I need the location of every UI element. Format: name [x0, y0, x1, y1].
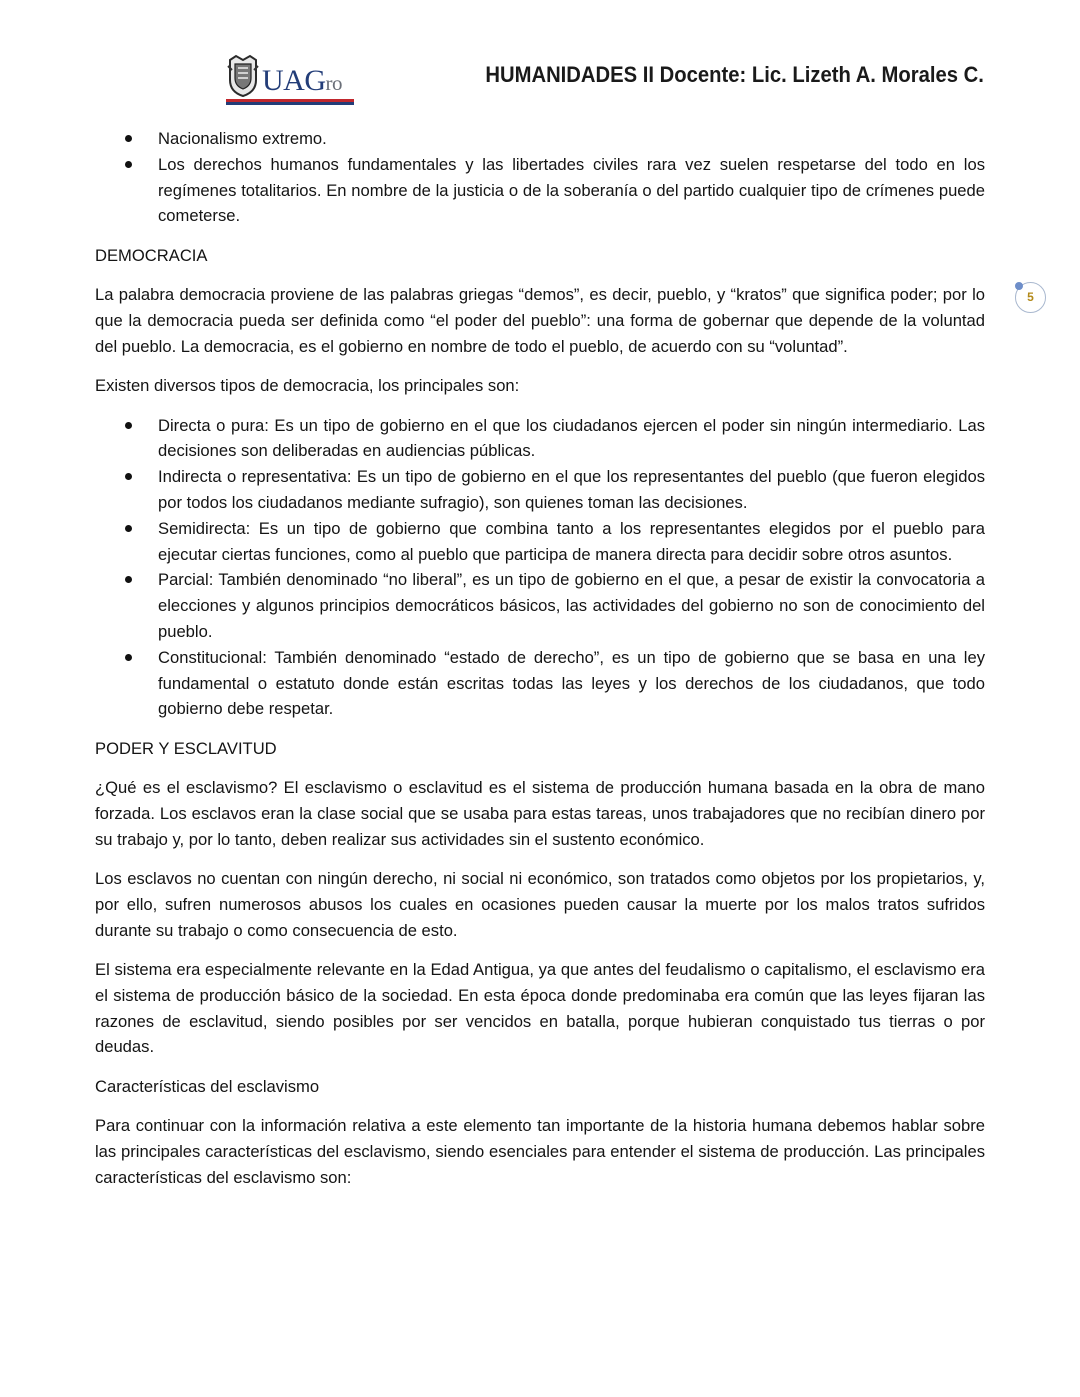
list-item: Directa o pura: Es un tipo de gobierno en el que los ciudadanos ejercen el poder sin ningún intermediario. Las decisiones son deliberadas en audiencias públicas.	[158, 413, 985, 465]
heading-democracia: DEMOCRACIA	[95, 245, 208, 265]
caracteristicas-paragraph-1: Para continuar con la información relativa a este elemento tan importante de la historia humana debemos hablar sobre las principales características del esclavismo, siendo esenciales para entender el sistema de producción. Las principales características del esclavismo son:	[95, 1116, 985, 1187]
uagro-logo	[226, 50, 358, 108]
poder-paragraph-1: ¿Qué es el esclavismo? El esclavismo o esclavitud es el sistema de producción humana basada en la obra de mano forzada. Los esclavos eran la clase social que se usaba para estas tareas, unos trabajadores que no recibían dinero por su trabajo y, por lo tanto, deben realizar sus actividades sin el sustento económico.	[95, 778, 985, 849]
list-item: Nacionalismo extremo.	[158, 126, 985, 152]
logo-blue-bar	[226, 102, 354, 105]
heading-caracteristicas: Características del esclavismo	[95, 1076, 320, 1096]
bullet-icon	[125, 135, 132, 142]
bullet-icon	[125, 422, 132, 429]
poder-paragraph-3: El sistema era especialmente relevante en la Edad Antigua, ya que antes del feudalismo o capitalismo, el esclavismo era el sistema de producción básico de la sociedad. En esta época donde predominaba era común que las leyes fijaran las razones de esclavitud, siendo posibles por ser vencidos en batalla, porque hubieran conquistado tus tierras o por deudas.	[95, 960, 985, 1057]
bullet-icon	[125, 473, 132, 480]
crest-icon	[226, 54, 260, 98]
intro-bullet-list	[95, 126, 985, 229]
bullet-icon	[125, 161, 132, 168]
democracia-paragraph-2: Existen diversos tipos de democracia, los principales son:	[95, 376, 520, 396]
page-number: 5	[1015, 282, 1046, 313]
bullet-icon	[125, 576, 132, 583]
heading-poder-y-esclavitud: PODER Y ESCLAVITUD	[95, 738, 277, 758]
bullet-icon	[125, 654, 132, 661]
bullet-icon	[125, 525, 132, 532]
democracia-paragraph-1: La palabra democracia proviene de las palabras griegas “demos”, es decir, pueblo, y “kratos” que significa poder; por lo que la democracia pueda ser definida como “el poder del pueblo”: una forma de gobernar que depende de la voluntad del pueblo. La democracia, es el gobierno en nombre de todo el pueblo, de acuerdo con su “voluntad”.	[95, 285, 985, 356]
democracy-types-list	[95, 413, 985, 723]
poder-paragraph-2: Los esclavos no cuentan con ningún derecho, ni social ni económico, son tratados como objetos por los propietarios, y, por ello, sufren numerosos abusos los cuales en ocasiones pueden causar la muerte por los malos tratos sufridos durante su trabajo o como consecuencia de esto.	[95, 869, 985, 940]
document-body	[95, 126, 985, 1204]
list-item: Semidirecta: Es un tipo de gobierno que combina tanto a los representantes elegidos por el pueblo para ejecutar ciertas funciones, como al pueblo que participa de manera directa para decidir sobre otros asuntos.	[158, 516, 985, 568]
page-number-dot-icon	[1015, 282, 1023, 290]
list-item: Parcial: También denominado “no liberal”, es un tipo de gobierno en el que, a pesar de existir la convocatoria a elecciones y algunos principios democráticos básicos, las actividades del gobierno no son de conocimiento del pueblo.	[158, 567, 985, 644]
list-item: Los derechos humanos fundamentales y las libertades civiles rara vez suelen respetarse del todo en los regímenes totalitarios. En nombre de la justicia o de la soberanía o del partido cualquier tipo de crímenes puede cometerse.	[158, 152, 985, 229]
list-item: Constitucional: También denominado “estado de derecho”, es un tipo de gobierno que se basa en una ley fundamental o estatuto donde están escritas todas las leyes y los derechos de los ciudadanos, que todo gobierno debe respetar.	[158, 645, 985, 722]
list-item: Indirecta o representativa: Es un tipo de gobierno en el que los representantes del pueblo (que fueron elegidos por todos los ciudadanos mediante sufragio), son quienes toman las decisiones.	[158, 464, 985, 516]
logo-wordmark: UAGro	[262, 64, 342, 97]
header-title: HUMANIDADES II Docente: Lic. Lizeth A. Morales C.	[485, 62, 984, 87]
